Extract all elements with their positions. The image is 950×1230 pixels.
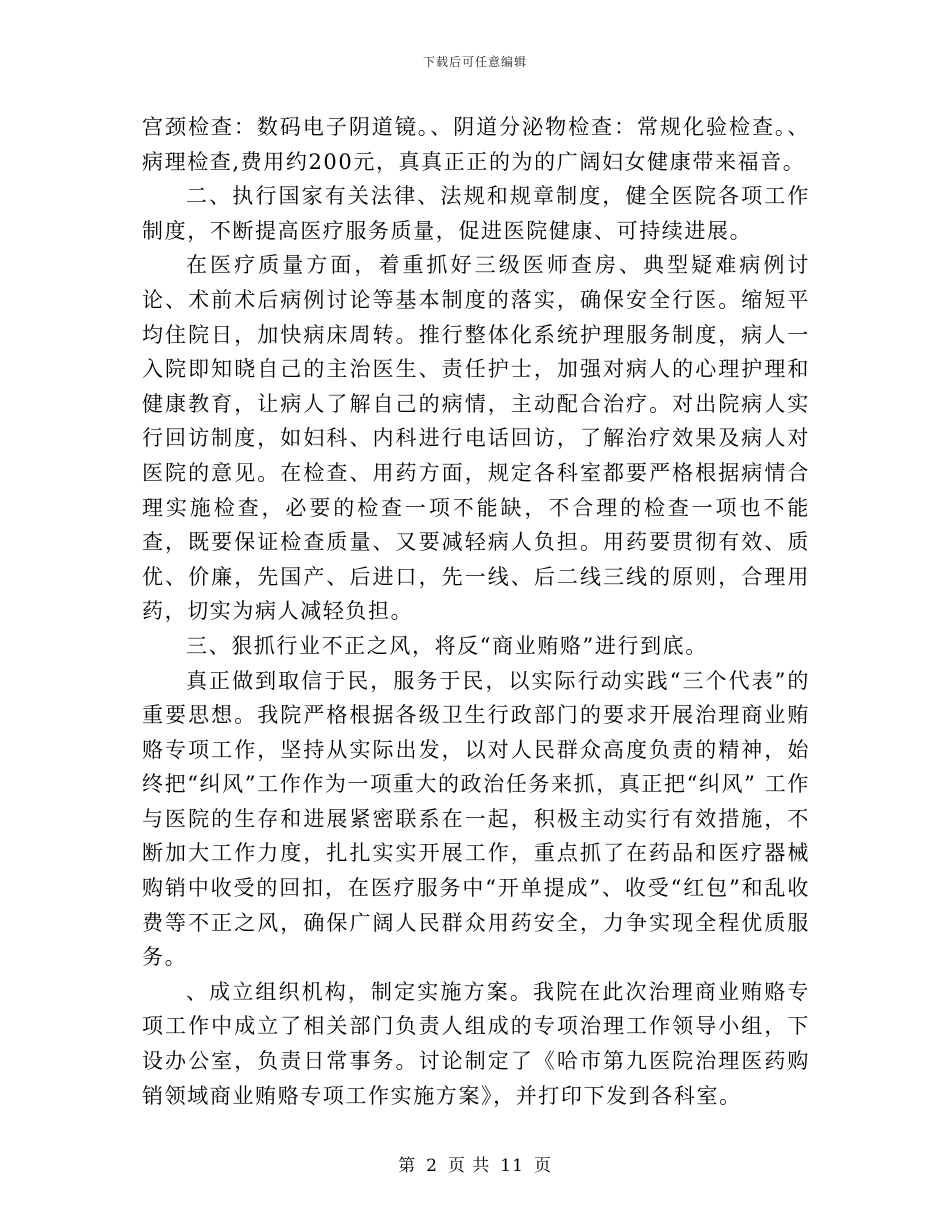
footer-prefix: 第: [398, 1156, 417, 1176]
paragraph-4: 三、狠抓行业不正之风，将反“商业贿赂”进行到底。: [186, 633, 708, 658]
footer-suffix: 页: [533, 1156, 552, 1176]
paragraph-1: 宫颈检查：数码电子阴道镜。、阴道分泌物检查：常规化验检查。、病理检查,费用约200元，真真正正的为的广阔妇女健康带来福音。: [142, 115, 810, 174]
paragraph-6: 、成立组织机构，制定实施方案。我院在此次治理商业贿赂专项工作中成立了相关部门负责人组成的专项治理工作领导小组，下设办公室，负责日常事务。讨论制定了《哈市第九医院治理医药购销领域商业贿赂专项工作实施方案》，并打印下发到各科室。: [142, 979, 810, 1108]
paragraph-5: 真正做到取信于民，服务于民，以实际行动实践“三个代表”的重要思想。我院严格根据各级卫生行政部门的要求开展治理商业贿赂专项工作，坚持从实际出发，以对人民群众高度负责的精神，始终把“纠风”工作作为一项重大的政治任务来抓，真正把“纠风” 工作与医院的生存和进展紧密联系在一起，积极主动实行有效措施，不断加大工作力度，扎扎实实开展工作，重点抓了在药品和医疗器械购销中收受的回扣，在医疗服务中“开单提成”、收受“红包”和乱收费等不正之风，确保广阔人民群众用药安全，力争实现全程优质服务。: [142, 668, 810, 970]
document-body: [142, 110, 810, 1113]
footer-page-number: 2: [426, 1156, 438, 1176]
paragraph-3: 在医疗质量方面，着重抓好三级医师查房、典型疑难病例讨论、术前术后病例讨论等基本制度的落实，确保安全行医。缩短平均住院日，加快病床周转。推行整体化系统护理服务制度，病人一入院即知晓自己的主治医生、责任护士，加强对病人的心理护理和健康教育，让病人了解自己的病情，主动配合治疗。对出院病人实行回访制度，如妇科、内科进行电话回访，了解治疗效果及病人对医院的意见。在检查、用药方面，规定各科室都要严格根据病情合理实施检查，必要的检查一项不能缺，不合理的检查一项也不能查，既要保证检查质量、又要减轻病人负担。用药要贯彻有效、质优、价廉，先国产、后进口，先一线、后二线三线的原则，合理用药，切实为病人减轻负担。: [142, 253, 810, 624]
paragraph-2: 二、执行国家有关法律、法规和规章制度，健全医院各项工作制度，不断提高医疗服务质量，促进医院健康、可持续进展。: [142, 184, 810, 243]
page-footer: [0, 1151, 950, 1176]
footer-middle: 页 共: [447, 1156, 491, 1176]
page-header: 下载后可任意编辑: [422, 55, 527, 69]
footer-total-pages: 11: [500, 1156, 524, 1176]
